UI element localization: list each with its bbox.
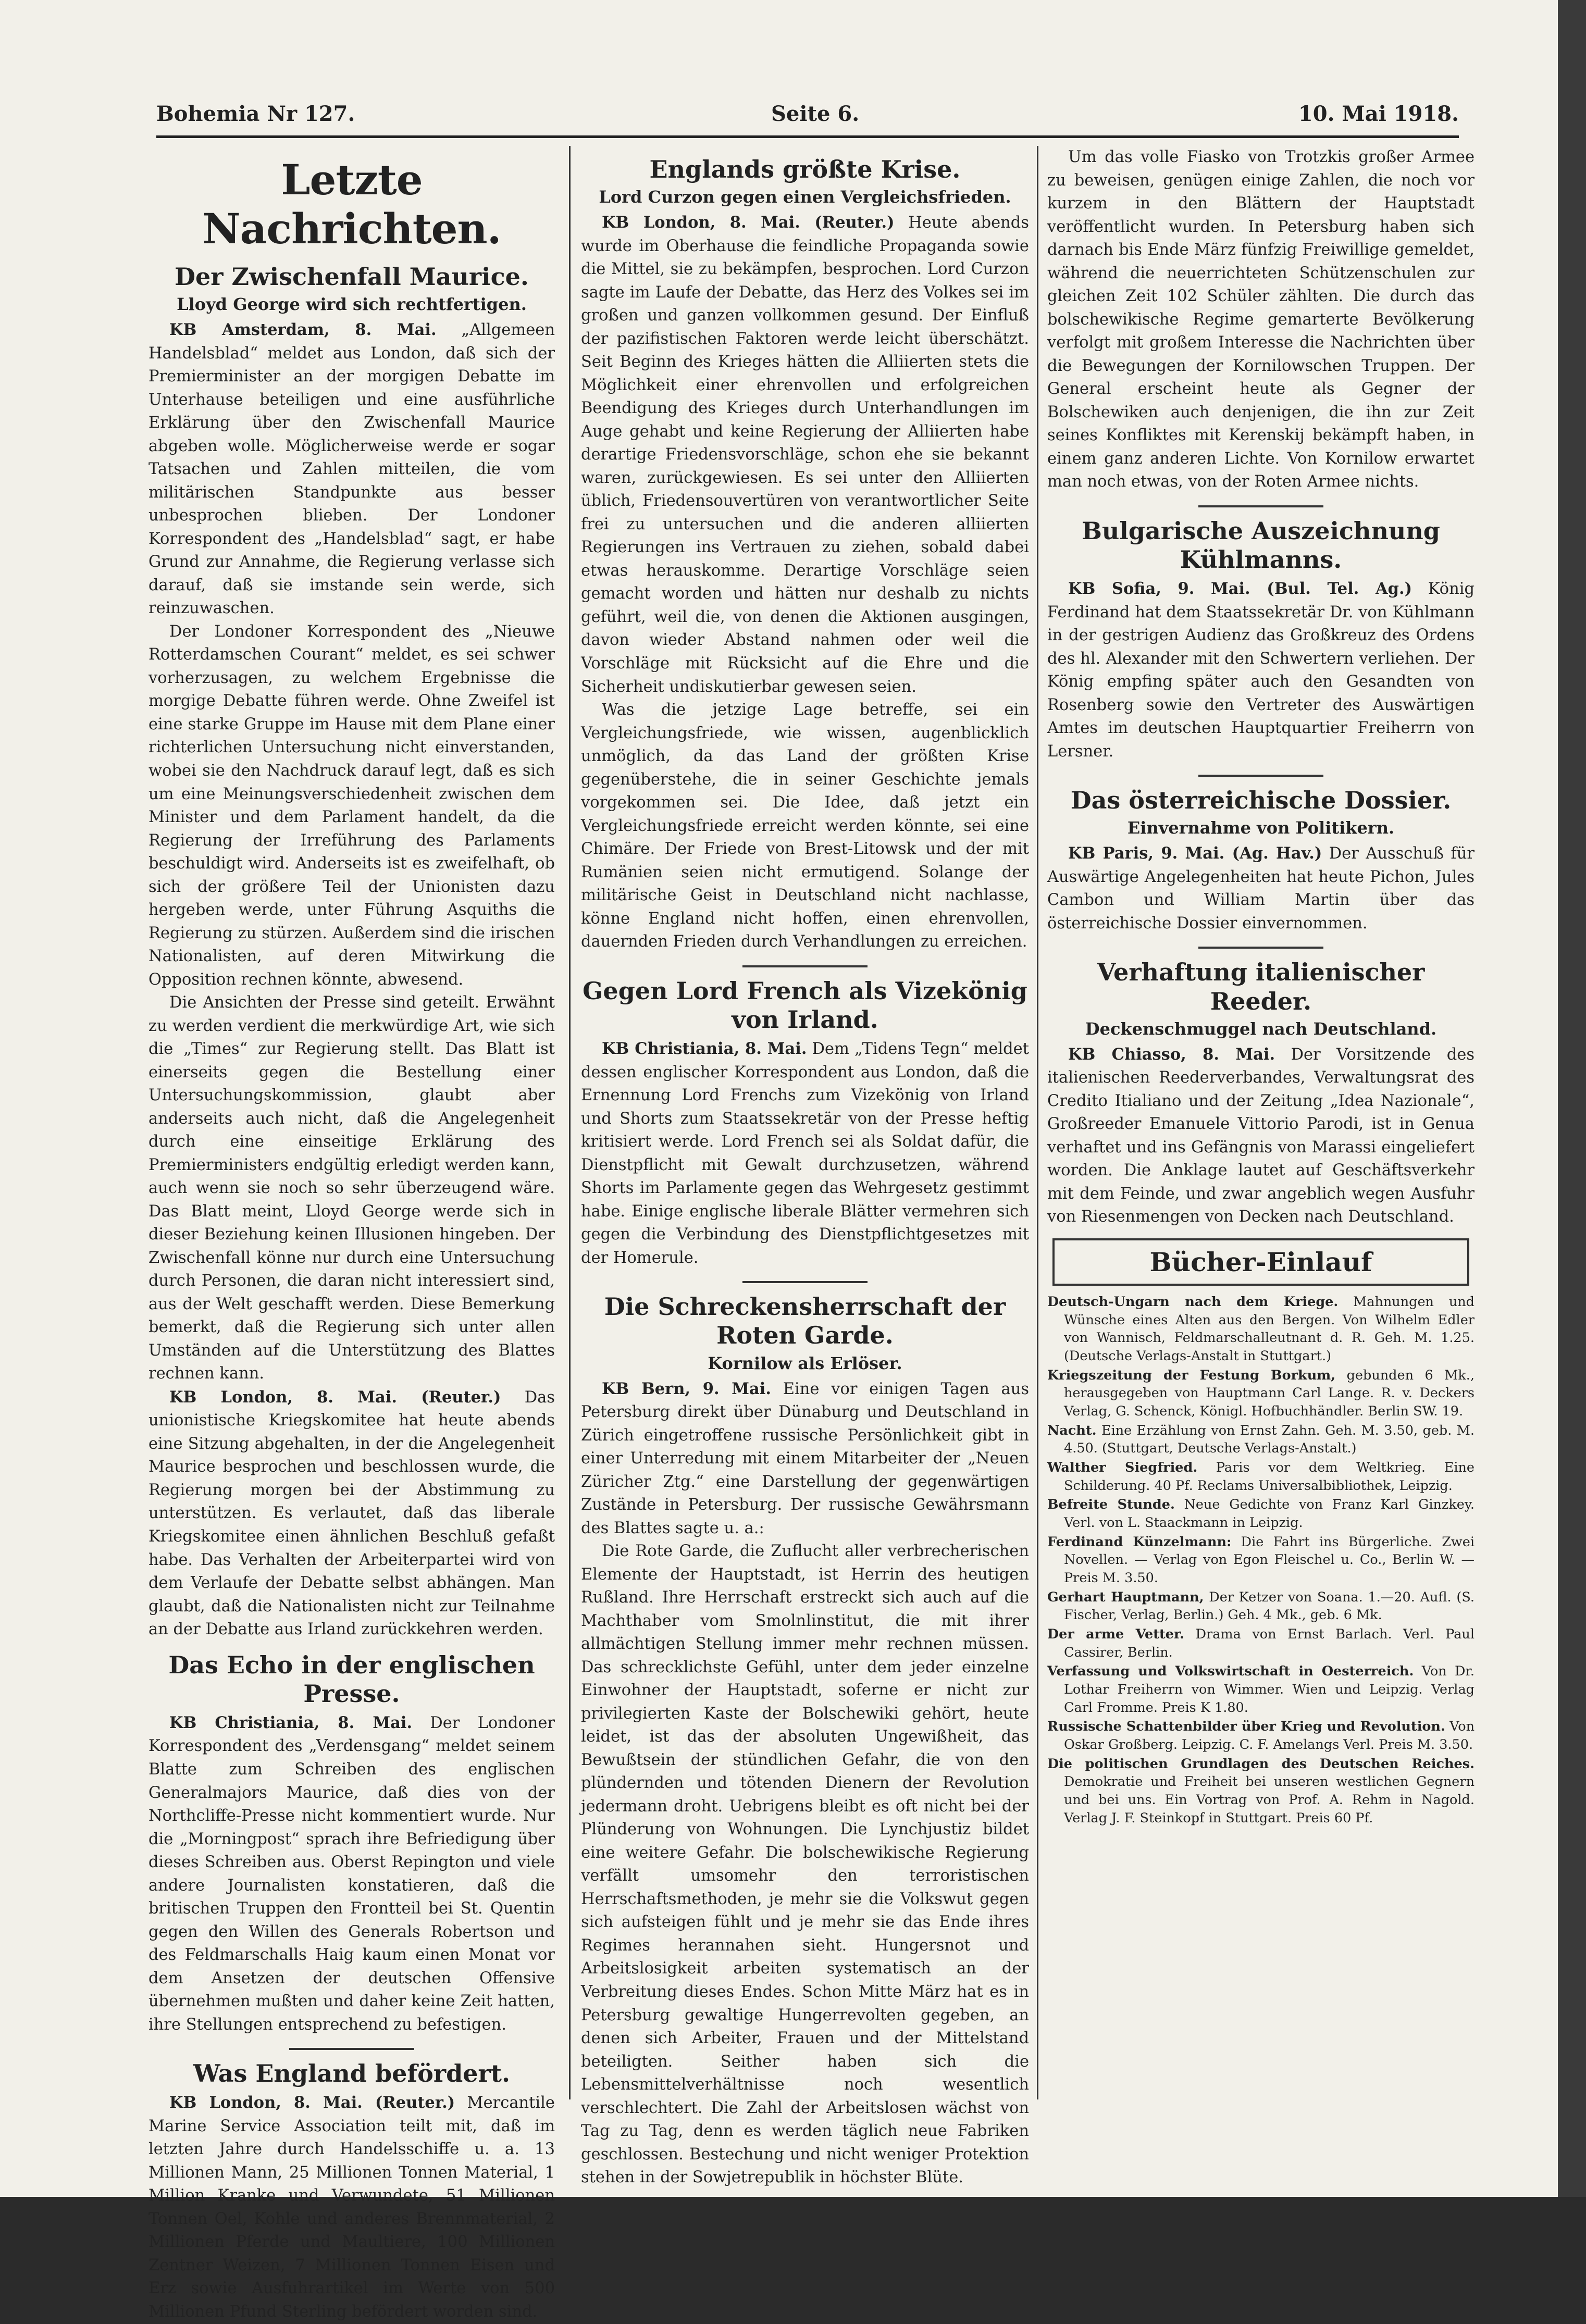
page-header bbox=[156, 99, 1459, 138]
book-entry: Der arme Vetter. Drama von Ernst Barlach. Verl. Paul Cassirer, Berlin. bbox=[1047, 1626, 1475, 1660]
header-issue: Bohemia Nr 127. bbox=[156, 102, 355, 126]
article-headline: Was England befördert. bbox=[193, 2059, 511, 2088]
article-headline: Verhaftung italienischer Reeder. bbox=[1097, 958, 1425, 1015]
article-paragraph: KB London, 8. Mai. (Reuter.) Heute abends wurde im Oberhause die feindliche Propaganda sowie die Mittel, sie zu bekämpfen, besprochen. Lord Curzon sagte im Laufe der Debatte, das Herz des Volkes sei im großen und ganzen vollkommen gesund. Der Einfluß der pazifistischen Faktoren werde leicht überschätzt. Seit Beginn des Krieges hätten die Alliierten stets die Möglichkeit einer ehrenvollen und erfolgreichen Beendigung des Krieges durch Unterhandlungen im Auge gehabt und keine Regierung der Alliierten habe derartige Friedensvorschläge, schon ehe sie bekannt waren, zurückgewiesen. Es sei unter den Alliierten üblich, Friedensouvertüren von verantwortlicher Seite frei zu untersuchen und die anderen alliierten Regierungen ins Vertrauen zu ziehen, sobald dabei etwas herauskomme. Derartige Vorschläge seien gemacht worden und hätten nur deshalb zu nichts geführt, weil die, von denen die Aktionen ausgingen, davon wieder Abstand nahmen oder weil die Vorschläge mit Rücksicht auf die Ehre und die Sicherheit undiskutierbar gewesen seien. bbox=[581, 213, 1029, 696]
dateline: KB Chiasso, 8. Mai. bbox=[1068, 1045, 1275, 1064]
divider bbox=[1198, 947, 1323, 949]
book-entry: Nacht. Eine Erzählung von Ernst Zahn. Geh. M. 3.50, geb. M. 4.50. (Stuttgart, Deutsche Verlags-Anstalt.) bbox=[1047, 1422, 1475, 1457]
column-rule bbox=[569, 146, 571, 2099]
book-entry: Verfassung und Volkswirtschaft in Oesterreich. Von Dr. Lothar Freiherrn von Wimmer. Wien und Leipzig. Verlag Carl Fromme. Preis K 1.80. bbox=[1047, 1663, 1475, 1716]
article-headline: Englands größte Krise. bbox=[649, 155, 961, 183]
column-3 bbox=[1047, 146, 1475, 2099]
article-headline: Die Schreckensherrschaft der Roten Garde. bbox=[604, 1293, 1006, 1350]
divider bbox=[742, 965, 868, 967]
article-paragraph: KB Chiasso, 8. Mai. Der Vorsitzende des italienischen Reederverbandes, Verwaltungsrat des Credito Itialiano und der Zeitung „Idea Nazionale“, Großreeder Emanuele Vittorio Parodi, ist in Genua verhaftet und ins Gefängnis von Marassi eingeliefert worden. Die Anklage lautet auf Geschäftsverkehr mit dem Feinde, und zwar angeblich wegen Ausfuhr von Riesenmengen von Decken nach Deutschland. bbox=[1047, 1045, 1475, 1226]
books-section-title: Bücher-Einlauf bbox=[1052, 1238, 1469, 1286]
article-subhead: Lloyd George wird sich rechtfertigen. bbox=[177, 294, 527, 315]
article-paragraph: Die Rote Garde, die Zuflucht aller verbrecherischen Elemente der Hauptstadt, ist Herrin des heutigen Rußland. Ihre Herrschaft erstreckt sich auch auf die Machthaber vom Smolnlinstitut, die mit ihrer allmächtigen Stellung immer mehr rechnen müssen. Das schrecklichste Gefühl, unter dem jeder einzelne Einwohner der Hauptstadt, soferne er nicht zur privilegierten Kaste der Bolschewiki gehört, heute leidet, ist das der absoluten Ungewißheit, das Bewußtsein der stündlichen Gefahr, die von den plündernden und tötenden Dienern der Revolution jedermann droht. Uebrigens bleibt es oft nicht bei der Plünderung von Wohnungen. Die Lynchjustiz bildet eine weitere Gefahr. Die bolschewikische Regierung verfällt umsomehr den terroristischen Herrschaftsmethoden, je mehr sie die Volkswut gegen sich aufsteigen fühlt und je mehr sie das Ende ihres Regimes herannahen sieht. Hungersnot und Arbeitslosigkeit arbeiten systematisch an der Verbreitung dieses Endes. Schon Mitte März hat es in Petersburg gewaltige Hungerrevolten gegeben, an denen sich Arbeiter, Frauen und der Mittelstand beteiligten. Seither haben sich die Lebensmittelverhältnisse noch wesentlich verschlechtert. Die Zahl der Arbeitslosen wächst von Tag zu Tag, denn es werden täglich neue Fabriken geschlossen. Bestechung und nicht weniger Protektion stehen in der Sowjetrepublik in höchster Blüte. bbox=[581, 1542, 1029, 2187]
book-entry: Deutsch-Ungarn nach dem Kriege. Mahnungen und Wünsche eines Alten aus den Bergen. Von Wilhelm Edler von Wannisch, Feldmarschalleutnant d. R. Geh. M. 1.25. (Deutsche Verlags-Anstalt in Stuttgart.) bbox=[1047, 1294, 1475, 1364]
article-subhead: Einvernahme von Politikern. bbox=[1127, 818, 1395, 838]
article-paragraph: KB Christiania, 8. Mai. Der Londoner Korrespondent des „Verdensgang“ meldet seinem Blatte zum Schreiben des englischen Generalmajors Maurice, daß dies von der Northcliffe-Presse nicht kommentiert wurde. Nur die „Morningpost“ sprach ihre Befriedigung über dieses Schreiben aus. Oberst Repington und viele andere Journalisten konstatieren, daß die britischen Truppen den Frontteil bei St. Quentin gegen den Willen des Generals Robertson und des Feldmarschalls Haig kaum einen Monat vor dem Ansetzen der deutschen Offensive übernehmen mußten und daher keine Zeit hatten, ihre Stellungen entsprechend zu befestigen. bbox=[148, 1713, 555, 2034]
column-1 bbox=[148, 146, 555, 2321]
article-headline: Gegen Lord French als Vizekönig von Irland. bbox=[583, 976, 1027, 1034]
book-entry: Befreite Stunde. Neue Gedichte von Franz Karl Ginzkey. Verl. von L. Staackmann in Leipzig. bbox=[1047, 1497, 1475, 1531]
dateline: KB London, 8. Mai. (Reuter.) bbox=[169, 2093, 455, 2112]
dateline: KB London, 8. Mai. (Reuter.) bbox=[169, 1387, 501, 1407]
divider bbox=[1198, 775, 1323, 777]
article-paragraph: Die Ansichten der Presse sind geteilt. Erwähnt zu werden verdient die merkwürdige Art, wie sich die „Times“ zur Regierung stellt. Das Blatt ist einerseits gegen die Bestellung einer Untersuchungskommission, glaubt aber anderseits auch nicht, daß die Angelegenheit durch eine einseitige Erklärung des Premierministers endgültig erledigt werden kann, auch wenn sie noch so sehr überzeugend wäre. Das Blatt meint, Lloyd George werde sich in dieser Beziehung keinen Illusionen hingeben. Der Zwischenfall könne nur durch eine Untersuchung durch Personen, die daran nicht interessiert sind, aus der Welt geschafft werden. Diese Bemerkung bemerkt, daß die Regierung sich unter allen Umständen auf die Unterstützung des Blattes rechnen kann. bbox=[148, 993, 555, 1383]
book-entry: Die politischen Grundlagen des Deutschen Reiches. Demokratie und Freiheit bei unseren westlichen Gegnern und bei uns. Ein Vortrag von Prof. A. Rehm in Nagold. Verlag J. F. Steinkopf in Stuttgart. Preis 60 Pf. bbox=[1047, 1756, 1475, 1826]
article-headline: Das österreichische Dossier. bbox=[1070, 786, 1452, 815]
divider bbox=[742, 1281, 868, 1283]
dateline: KB Sofia, 9. Mai. (Bul. Tel. Ag.) bbox=[1068, 579, 1412, 599]
dateline: KB London, 8. Mai. (Reuter.) bbox=[602, 213, 895, 232]
column-rule bbox=[1037, 146, 1038, 2099]
header-page-number: Seite 6. bbox=[771, 102, 860, 126]
article-paragraph: KB Amsterdam, 8. Mai. „Allgemeen Handelsblad“ meldet aus London, daß sich der Premierminister an der morgigen Debatte im Unterhause beteiligen und eine ausführliche Erklärung über den Zwischenfall Maurice abgeben wolle. Möglicherweise werde er sogar Tatsachen und Zahlen mitteilen, die vom militärischen Standpunkte aus besser unbesprochen blieben. Der Londoner Korrespondent des „Handelsblad“ sagt, er habe Grund zur Annahme, die Regierung verlasse sich darauf, daß sie imstande sein werde, sich reinzuwaschen. bbox=[148, 320, 555, 618]
header-date: 10. Mai 1918. bbox=[1298, 102, 1459, 126]
article-headline: Der Zwischenfall Maurice. bbox=[175, 263, 529, 291]
article-headline: Das Echo in der englischen Presse. bbox=[168, 1650, 535, 1708]
article-headline: Bulgarische Auszeichnung Kühlmanns. bbox=[1082, 516, 1440, 574]
divider bbox=[289, 2048, 414, 2050]
dateline: KB Paris, 9. Mai. (Ag. Hav.) bbox=[1068, 844, 1322, 863]
article-paragraph: Um das volle Fiasko von Trotzkis großer Armee zu beweisen, genügen einige Zahlen, die noch vor kurzem in den Blättern der Hauptstadt veröffentlicht wurden. In Petersburg haben sich darnach bis Ende März fünfzig Freiwillige gemeldet, während die neuerrichteten Schützenschulen zur gleichen Zeit 102 Schüler zählten. Die durch das bolschewikische Regime gemarterte Bevölkerung verfolgt mit großem Interesse die Nachrichten über die Bewegungen der Kornilowschen Truppen. Der General erscheint heute als Gegner der Bolschewiken auch denjenigen, die ihn zur Zeit seines Konfliktes mit Kerenskij bekämpft haben, in einem ganz anderen Lichte. Von Kornilow erwartet man noch etwas, von der Roten Armee nichts. bbox=[1047, 148, 1475, 491]
book-entry: Walther Siegfried. Paris vor dem Weltkrieg. Eine Schilderung. 40 Pf. Reclams Universalbibliothek, Leipzig. bbox=[1047, 1460, 1475, 1494]
dateline: KB Bern, 9. Mai. bbox=[602, 1379, 771, 1398]
article-paragraph: KB London, 8. Mai. (Reuter.) Das unionistische Kriegskomitee hat heute abends eine Sitzung abgehalten, in der die Angelegenheit Maurice besprochen und beschlossen wurde, die Regierung morgen bei der Abstimmung zu unterstützen. Es verlautet, daß das liberale Kriegskomitee einen ähnlichen Beschluß gefaßt habe. Das Verhalten der Arbeiterpartei wird von dem Verlaufe der Debatte selbst abhängen. Man glaubt, daß die Nationalisten nicht zur Teilnahme an der Debatte aus Irland zurückkehren werden. bbox=[148, 1387, 555, 1639]
article-subhead: Deckenschmuggel nach Deutschland. bbox=[1085, 1018, 1437, 1039]
book-entry: Kriegszeitung der Festung Borkum, gebunden 6 Mk., herausgegeben von Hauptmann Carl Lange. R. v. Deckers Verlag, G. Schenck, Königl. Hofbuchhändler. Berlin SW. 19. bbox=[1047, 1367, 1475, 1420]
article-paragraph: KB Paris, 9. Mai. (Ag. Hav.) Der Ausschuß für Auswärtige Angelegenheiten hat heute Pichon, Jules Cambon und William Martin über das österreichische Dossier einvernommen. bbox=[1047, 844, 1475, 933]
article-paragraph: KB London, 8. Mai. (Reuter.) Mercantile Marine Service Association teilt mit, daß im letzten Jahre durch Handelsschiffe u. a. 13 Millionen Mann, 25 Millionen Tonnen Material, 1 Million Kranke und Verwundete, 51 Millionen Tonnen Oel, Kohle und anderes Brennmaterial, 2 Millionen Pferde und Maultiere, 100 Millionen Zentner Weizen, 7 Millionen Tonnen Eisen und Erz sowie Ausfuhrartikel im Werte von 500 Millionen Pfund Sterling befördert worden sind. bbox=[148, 2093, 555, 2321]
dateline: KB Christiania, 8. Mai. bbox=[169, 1713, 413, 1732]
article-paragraph: KB Bern, 9. Mai. Eine vor einigen Tagen aus Petersburg direkt über Dünaburg und Deutschland in Zürich eingetroffene russische Persönlichkeit gibt in einer Unterredung mit einem Mitarbeiter der „Neuen Züricher Ztg.“ eine Darstellung der gegenwärtigen Zustände in Petersburg. Der russische Gewährsmann des Blattes sagte u. a.: bbox=[581, 1379, 1029, 1537]
dateline: KB Amsterdam, 8. Mai. bbox=[169, 320, 437, 340]
scan-edge bbox=[1558, 0, 1586, 2197]
dateline: KB Christiania, 8. Mai. bbox=[602, 1039, 807, 1059]
article-paragraph: Was die jetzige Lage betreffe, sei ein Vergleichungsfriede, wie wissen, augenblicklich unmöglich, da das Land der größten Krise gegenüberstehe, die in seiner Geschichte jemals vorgekommen sei. Die Idee, daß jetzt ein Vergleichungsfriede erreicht werden könnte, sei eine Chimäre. Der Friede von Brest-Litowsk und der mit Rumänien seien nicht ermutigend. Solange der militärische Geist in Deutschland nicht nachlasse, könne England nicht hoffen, einen ehrenvollen, dauernden Frieden durch Verhandlungen zu erreichen. bbox=[581, 701, 1029, 951]
book-entry: Gerhart Hauptmann, Der Ketzer von Soana. 1.—20. Aufl. (S. Fischer, Verlag, Berlin.) Geh. 4 Mk., geb. 6 Mk. bbox=[1047, 1589, 1475, 1623]
divider bbox=[1198, 505, 1323, 507]
article-paragraph: Der Londoner Korrespondent des „Nieuwe Rotterdamschen Courant“ meldet, es sei schwer vorherzusagen, zu welchem Ergebnisse die morgige Debatte führen werde. Ohne Zweifel ist eine starke Gruppe im Hause mit dem Plane einer richterlichen Untersuchung nicht einverstanden, wobei sie den Nachdruck darauf legt, daß es sich um eine Meinungsverschiedenheit zwischen dem Minister und dem Parlament handelt, da die Regierung der Irreführung des Parlaments beschuldigt wird. Anderseits ist es zweifelhaft, ob sich der größere Teil der Unionisten dazu hergeben werde, unter Führung Asquiths die Regierung zu stürzen. Außerdem sind die irischen Nationalisten, auf deren Mitwirkung die Opposition rechnen könnte, abwesend. bbox=[148, 622, 555, 989]
article-subhead: Lord Curzon gegen einen Vergleichsfrieden. bbox=[599, 187, 1011, 207]
section-title: Letzte Nachrichten. bbox=[202, 155, 501, 253]
article-subhead: Kornilow als Erlöser. bbox=[708, 1353, 902, 1373]
article-paragraph: KB Sofia, 9. Mai. (Bul. Tel. Ag.) König Ferdinand hat dem Staatssekretär Dr. von Kühlmann in der gestrigen Audienz das Großkreuz des Ordens des hl. Alexander mit den Schwertern verliehen. Der König empfing später auch den Gesandten von Rosenberg sowie den Vertreter des Auswärtigen Amtes im deutschen Hauptquartier Freiherrn von Lersner. bbox=[1047, 579, 1475, 761]
book-entry: Ferdinand Künzelmann: Die Fahrt ins Bürgerliche. Zwei Novellen. — Verlag von Egon Fleischel u. Co., Berlin W. — Preis M. 3.50. bbox=[1047, 1534, 1475, 1586]
article-paragraph: KB Christiania, 8. Mai. Dem „Tidens Tegn“ meldet dessen englischer Korrespondent aus London, daß die Ernennung Lord Frenchs zum Vizekönig von Irland und Shorts zum Staatssekretär von der Presse heftig kritisiert werde. Lord French sei als Soldat dafür, die Dienstpflicht mit Gewalt durchzusetzen, während Shorts im Parlamente gegen das Wehrgesetz gestimmt habe. Einige englische liberale Blätter vermehren sich gegen die Verbindung des Dienstpflichtgesetzes mit der Homerule. bbox=[581, 1039, 1029, 1267]
book-list bbox=[1047, 1293, 1475, 1827]
book-entry: Russische Schattenbilder über Krieg und Revolution. Von Oskar Großberg. Leipzig. C. F. Amelangs Verl. Preis M. 3.50. bbox=[1047, 1719, 1475, 1753]
column-2 bbox=[581, 146, 1029, 2187]
